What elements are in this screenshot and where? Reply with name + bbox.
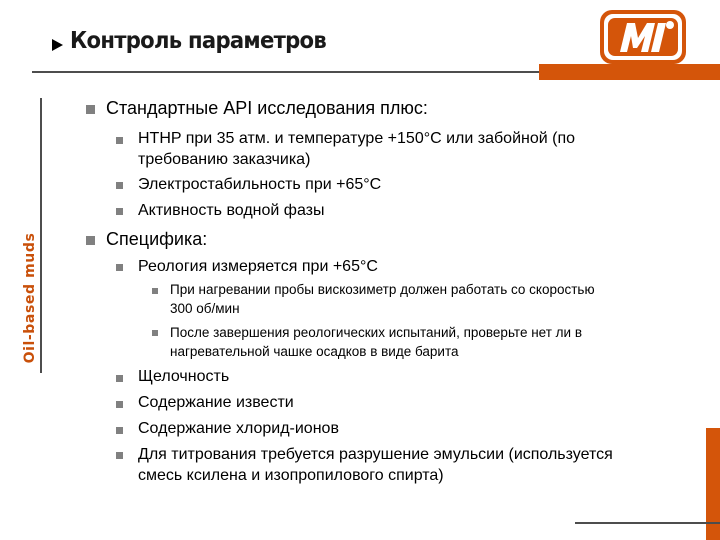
list-item-line: Электростабильность при +65°C (138, 176, 382, 193)
bullet-icon (152, 330, 158, 336)
bullet-icon (152, 288, 158, 294)
bullet-icon (116, 182, 123, 189)
list-item-line: Активность водной фазы (138, 202, 325, 219)
list-item-line: Щелочность (138, 368, 230, 385)
title-divider (32, 71, 539, 73)
list-item-line: HTHP при 35 атм. и температуре +150°C или забойной (по (138, 130, 576, 147)
list-item-line: Содержание хлорид-ионов (138, 420, 339, 437)
bullet-icon (86, 236, 95, 245)
list-item-line: Содержание извести (138, 394, 294, 411)
title-marker-icon (52, 39, 63, 51)
logo-accent-bar (539, 64, 720, 80)
list-item-line: смесь ксилена и изопропилового спирта) (138, 467, 444, 484)
bullet-icon (116, 427, 123, 434)
bullet-icon (116, 208, 123, 215)
bullet-icon (116, 137, 123, 144)
bullet-icon (116, 401, 123, 408)
list-item-line: требованию заказчика) (138, 151, 311, 168)
sub-item-line: После завершения реологических испытаний, проверьте нет ли в (170, 325, 583, 340)
bullet-icon (116, 452, 123, 459)
slide-title: Контроль параметров (70, 28, 326, 54)
side-divider (40, 98, 42, 373)
bullet-icon (86, 105, 95, 114)
bottom-divider (575, 522, 720, 524)
list-item-line: Для титрования требуется разрушение эмульсии (используется (138, 446, 613, 463)
bullet-icon (116, 264, 123, 271)
sub-item-line: 300 об/мин (170, 301, 240, 316)
mi-logo (600, 10, 686, 64)
section-heading: Специфика: (106, 229, 208, 249)
section-heading: Стандартные API исследования плюс: (106, 98, 428, 118)
sub-item-line: При нагревании пробы вискозиметр должен работать со скоростью (170, 282, 595, 297)
bullet-icon (116, 375, 123, 382)
side-label: Oil-based muds (22, 232, 38, 364)
list-item-line: Реология измеряется при +65°C (138, 258, 378, 275)
sub-item-line: нагревательной чашке осадков в виде барита (170, 344, 459, 359)
